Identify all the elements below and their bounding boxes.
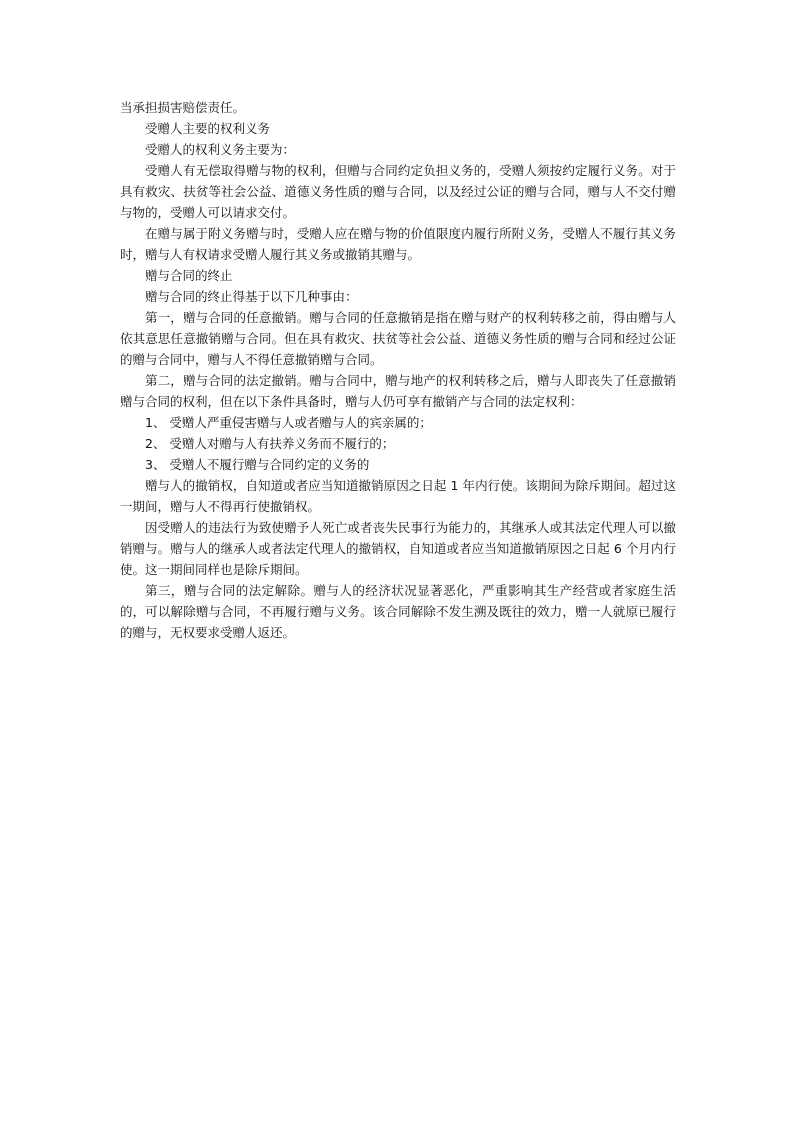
paragraph-third-dissolution: 第三，赠与合同的法定解除。赠与人的经济状况显著恶化，严重影响其生产经营或者家庭生活的，可以解除赠与合同，不再履行赠与义务。该合同解除不发生溯及既往的效力，赠一人就原已履行的赠与，无权要求受赠人返还。 — [120, 583, 676, 640]
list-item: 2、 受赠人对赠与人有扶养义务而不履行的； — [145, 436, 395, 451]
list-item: 3、 受赠人不履行赠与合同约定的义务的 — [145, 457, 370, 472]
paragraph-termination-intro: 赠与合同的终止得基于以下几种事由： — [145, 289, 358, 304]
list-item: 1、 受赠人严重侵害赠与人或者赠与人的宾亲属的； — [145, 415, 432, 430]
section-heading-donee-rights: 受赠人主要的权利义务 — [145, 121, 271, 136]
section-heading-termination: 赠与合同的终止 — [145, 268, 233, 283]
paragraph-revocation-period: 赠与人的撤销权，自知道或者应当知道撤销原因之日起 1 年内行使。该期间为除斥期间。超过这一期间，赠与人不得再行使撤销权。 — [120, 478, 676, 514]
paragraph-first-revocation: 第一，赠与合同的任意撤销。赠与合同的任意撤销是指在赠与财产的权利转移之前，得由赠与人依其意思任意撤销赠与合同。但在具有救灾、扶贫等社会公益、道德义务性质的赠与合同和经过公证的赠与合同中，赠与人不得任意撤销赠与合同。 — [120, 310, 676, 367]
paragraph-donee-right: 受赠人有无偿取得赠与物的权利，但赠与合同约定负担义务的，受赠人须按约定履行义务。对于具有救灾、扶贫等社会公益、道德义务性质的赠与合同，以及经过公证的赠与合同，赠与人不交付赠与物的，受赠人可以请求交付。 — [120, 163, 676, 220]
paragraph-conditional-gift: 在赠与属于附义务赠与时，受赠人应在赠与物的价值限度内履行所附义务，受赠人不履行其义务时，赠与人有权请求受赠人履行其义务或撤销其赠与。 — [120, 226, 676, 262]
paragraph-heir-revocation: 因受赠人的违法行为致使赠予人死亡或者丧失民事行为能力的，其继承人或其法定代理人可以撤销赠与。赠与人的继承人或者法定代理人的撤销权，自知道或者应当知道撤销原因之日起 6 个月内行使。这一期间同样也是除斥期间。 — [120, 520, 676, 577]
paragraph-continuation: 当承担损害赔偿责任。 — [120, 100, 246, 115]
paragraph-second-revocation: 第二，赠与合同的法定撤销。赠与合同中，赠与地产的权利转移之后，赠与人即丧失了任意撤销赠与合同的权利，但在以下条件具备时，赠与人仍可享有撤销产与合同的法定权利： — [120, 373, 676, 409]
paragraph-intro-rights: 受赠人的权利义务主要为： — [145, 142, 296, 157]
document-body — [120, 97, 676, 643]
